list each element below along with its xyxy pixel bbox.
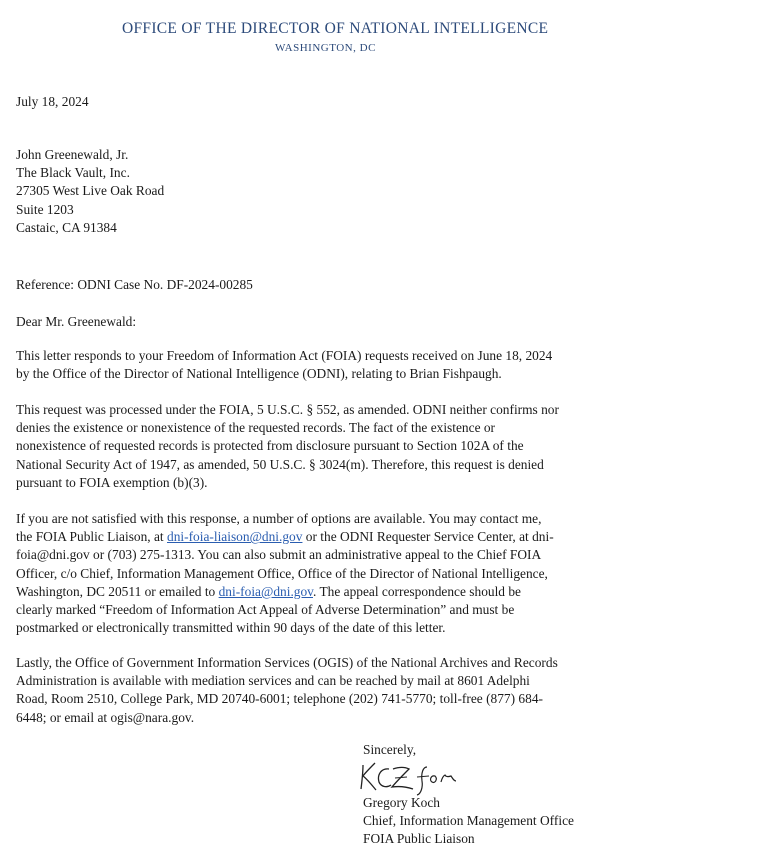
paragraph-determination [16,401,666,492]
paragraph-line: by the Office of the Director of National Intelligence (ODNI), relating to Brian Fishpaugh. [16,366,502,382]
text-fragment: the FOIA Public Liaison, at [16,529,168,545]
paragraph-line: Road, Room 2510, College Park, MD 20740-6001; telephone (202) 741-5770; toll-free (877) 684- [16,691,543,707]
paragraph-appeal [16,510,666,637]
liaison-email-link[interactable]: dni-foia-liaison@dni.gov [167,529,303,545]
foia-email-link[interactable]: dni-foia@dni.gov [218,583,314,599]
handwritten-signature [357,757,467,797]
paragraph-ogis [16,654,666,727]
text-fragment: or the ODNI Requester Service Center, at dni- [302,529,554,545]
paragraph-line: postmarked or electronically transmitted within 90 days of the date of this letter. [16,620,446,636]
paragraph-intro [16,347,666,383]
paragraph-line [16,583,666,601]
recipient-address [16,146,666,237]
paragraph-line: National Security Act of 1947, as amended, 50 U.S.C. § 3024(m). Therefore, this request is denied [16,456,544,472]
recipient-line: Castaic, CA 91384 [16,219,117,235]
recipient-line: 27305 West Live Oak Road [16,183,165,199]
paragraph-line: denies the existence or nonexistence of the requested records. The fact of the existence or [16,420,496,436]
signatory-block [363,794,574,848]
signatory-name: Gregory Koch [363,795,440,810]
paragraph-line: 6448; or email at ogis@nara.gov. [16,709,195,725]
letter-date: July 18, 2024 [16,94,89,109]
paragraph-line: This request was processed under the FOIA, 5 U.S.C. § 552, as amended. ODNI neither confirms nor [16,402,559,417]
paragraph-line: Lastly, the Office of Government Information Services (OGIS) of the National Archives and Records [16,655,558,670]
signatory-role: FOIA Public Liaison [363,831,475,846]
recipient-line: John Greenewald, Jr. [16,147,129,162]
closing: Sincerely, [363,742,417,757]
paragraph-line: This letter responds to your Freedom of Information Act (FOIA) requests received on June 18, 2024 [16,348,553,363]
salutation: Dear Mr. Greenewald: [16,314,137,329]
text-fragment: Washington, DC 20511 or emailed to [16,583,219,599]
text-fragment: . The appeal correspondence should be [313,583,521,599]
paragraph-line: foia@dni.gov or (703) 275-1313. You can also submit an administrative appeal to the Chief FOIA [16,547,542,563]
paragraph-line: Officer, c/o Chief, Information Management Office, Office of the Director of National Intelligence, [16,565,548,581]
recipient-line: Suite 1203 [16,201,74,217]
paragraph-line [16,528,666,546]
paragraph-line: nonexistence of requested records is protected from disclosure pursuant to Section 102A of the [16,438,524,454]
paragraph-line: clearly marked “Freedom of Information Act Appeal of Adverse Determination” and must be [16,602,515,618]
letterhead-org: OFFICE OF THE DIRECTOR OF NATIONAL INTELLIGENCE [122,20,549,37]
recipient-line: The Black Vault, Inc. [16,165,130,181]
signatory-title: Chief, Information Management Office [363,813,574,828]
reference-line: Reference: ODNI Case No. DF-2024-00285 [16,277,253,292]
paragraph-line: If you are not satisfied with this response, a number of options are available. You may contact me, [16,511,542,526]
paragraph-line: Administration is available with mediation services and can be reached by mail at 8601 Adelphi [16,673,530,689]
paragraph-line: pursuant to FOIA exemption (b)(3). [16,474,208,490]
letterhead-city: WASHINGTON, DC [275,42,376,54]
